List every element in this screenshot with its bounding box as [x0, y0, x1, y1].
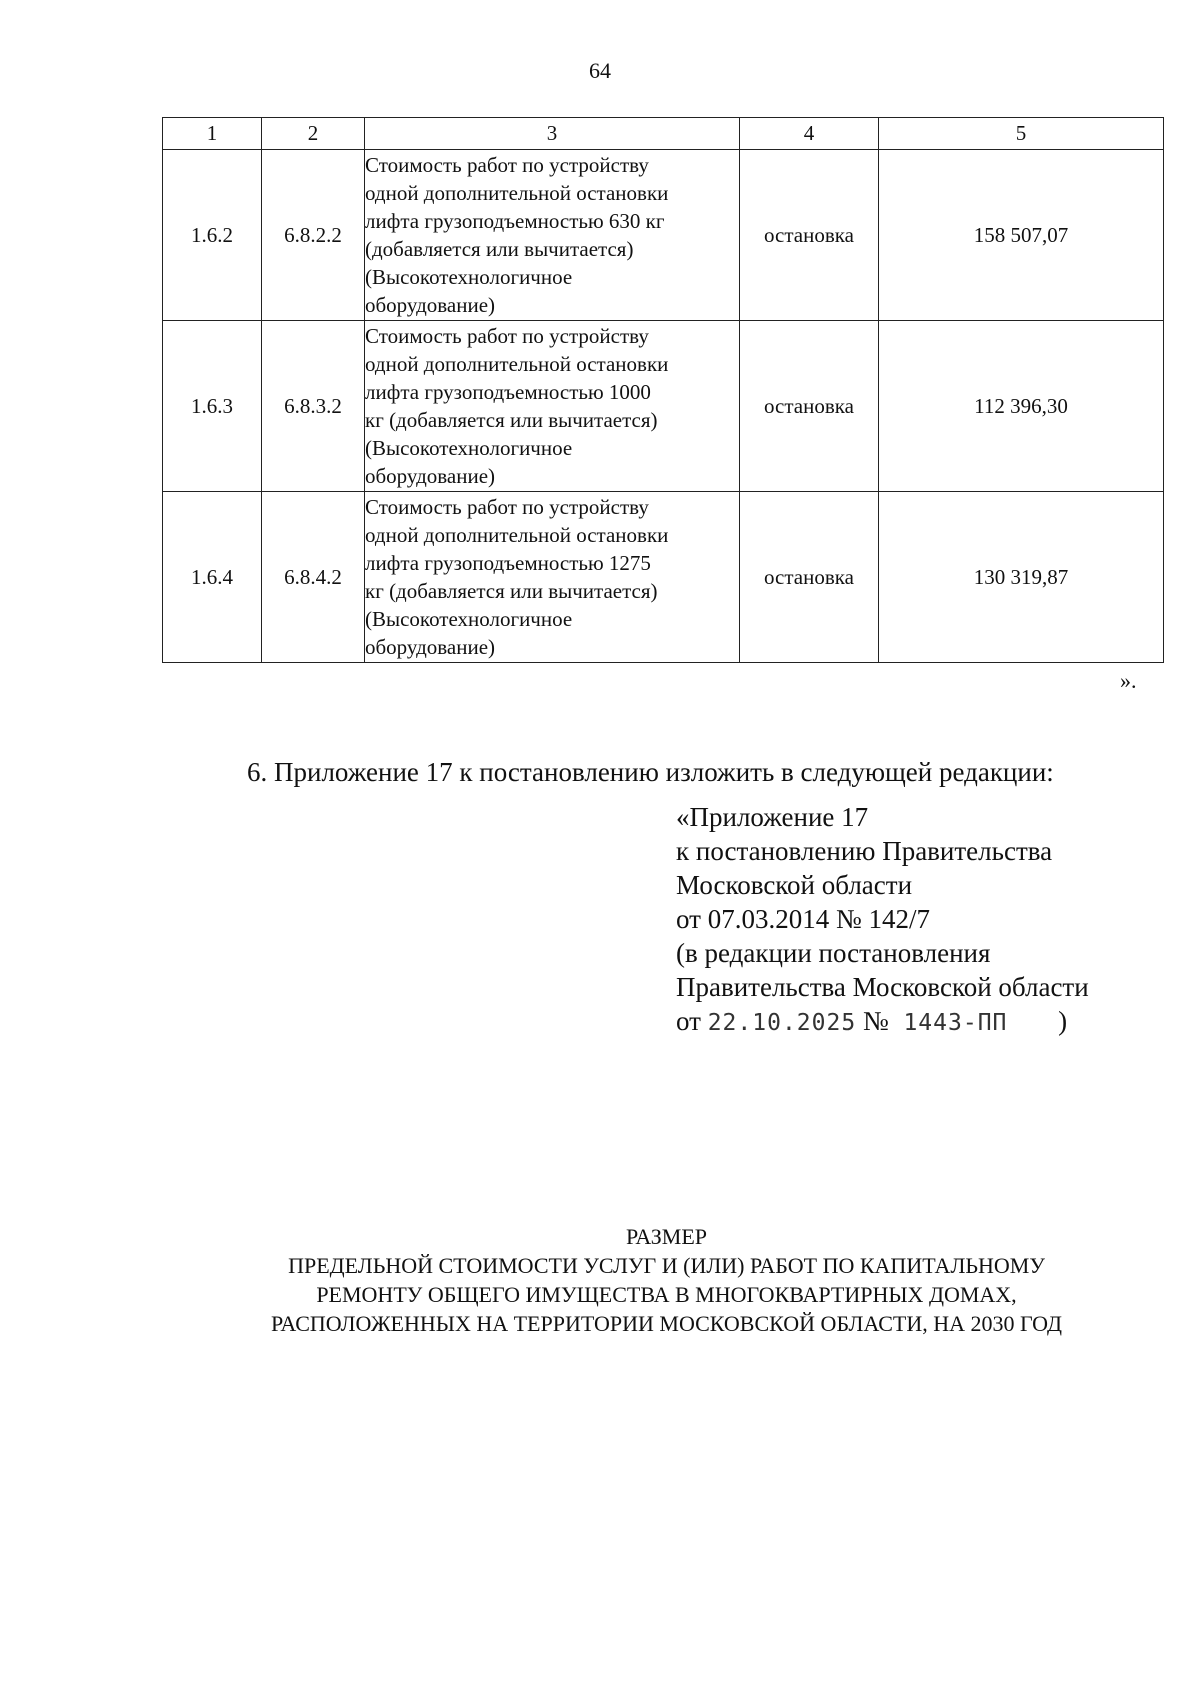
item-number-cell: 1.6.4	[163, 492, 262, 663]
amount-cell: 130 319,87	[879, 492, 1164, 663]
description-line: одной дополнительной остановки	[365, 352, 669, 376]
column-header: 3	[365, 118, 740, 150]
description-cell	[365, 150, 740, 321]
column-header: 2	[262, 118, 365, 150]
closing-quote: ».	[1120, 668, 1137, 693]
description-line: одной дополнительной остановки	[365, 181, 669, 205]
appendix-line: (в редакции постановления	[676, 938, 991, 968]
amount-cell: 112 396,30	[879, 321, 1164, 492]
item-number-cell: 1.6.2	[163, 150, 262, 321]
appendix-date-line	[676, 1004, 1089, 1040]
description-line: (Высокотехнологичное	[365, 265, 573, 289]
appendix-line: Московской области	[676, 870, 913, 900]
description-line: одной дополнительной остановки	[365, 523, 669, 547]
description-line: Стоимость работ по устройству	[365, 495, 649, 519]
appendix-header	[676, 800, 1089, 1040]
description-line: лифта грузоподъемностью 1000	[365, 380, 651, 404]
code-cell: 6.8.4.2	[262, 492, 365, 663]
description-line: оборудование)	[365, 293, 496, 317]
column-header: 4	[740, 118, 879, 150]
appendix-line: Правительства Московской области	[676, 972, 1089, 1002]
cost-table	[162, 117, 1164, 663]
appendix-date-prefix: от	[676, 1006, 701, 1036]
description-cell	[365, 492, 740, 663]
item-number-cell: 1.6.3	[163, 321, 262, 492]
description-line: оборудование)	[365, 464, 496, 488]
code-cell: 6.8.2.2	[262, 150, 365, 321]
description-line: кг (добавляется или вычитается)	[365, 408, 658, 432]
closing-paren: )	[1058, 1006, 1068, 1036]
unit-cell: остановка	[740, 492, 879, 663]
table-row	[163, 321, 1164, 492]
description-line: (Высокотехнологичное	[365, 436, 573, 460]
description-line: (добавляется или вычитается)	[365, 237, 634, 261]
title-line: ПРЕДЕЛЬНОЙ СТОИМОСТИ УСЛУГ И (ИЛИ) РАБОТ ПО КАПИТАЛЬНОМУ	[288, 1253, 1045, 1278]
number-sign: №	[862, 1006, 889, 1036]
table-header-row	[163, 118, 1164, 150]
column-header: 5	[879, 118, 1164, 150]
description-cell	[365, 321, 740, 492]
paragraph-6: 6. Приложение 17 к постановлению изложить в следующей редакции:	[247, 757, 1054, 787]
unit-cell: остановка	[740, 321, 879, 492]
appendix-line: к постановлению Правительства	[676, 836, 1053, 866]
description-line: кг (добавляется или вычитается)	[365, 579, 658, 603]
title-line: РАСПОЛОЖЕННЫХ НА ТЕРРИТОРИИ МОСКОВСКОЙ ОБЛАСТИ, НА 2030 ГОД	[271, 1311, 1062, 1336]
description-line: (Высокотехнологичное	[365, 607, 573, 631]
document-title	[0, 1222, 1200, 1338]
column-header: 1	[163, 118, 262, 150]
page-number: 64	[589, 58, 611, 83]
appendix-line: «Приложение 17	[676, 802, 869, 832]
description-line: оборудование)	[365, 635, 496, 659]
description-line: лифта грузоподъемностью 630 кг	[365, 209, 665, 233]
code-cell: 6.8.3.2	[262, 321, 365, 492]
appendix-line: от 07.03.2014 № 142/7	[676, 904, 930, 934]
title-line: РЕМОНТУ ОБЩЕГО ИМУЩЕСТВА В МНОГОКВАРТИРНЫХ ДОМАХ,	[316, 1282, 1017, 1307]
title-line: РАЗМЕР	[625, 1224, 708, 1249]
description-line: Стоимость работ по устройству	[365, 324, 649, 348]
table-row	[163, 150, 1164, 321]
stamped-number: 1443-ПП	[903, 1010, 1008, 1036]
stamped-date: 22.10.2025	[707, 1010, 857, 1036]
table-row	[163, 492, 1164, 663]
amount-cell: 158 507,07	[879, 150, 1164, 321]
unit-cell: остановка	[740, 150, 879, 321]
description-line: лифта грузоподъемностью 1275	[365, 551, 651, 575]
description-line: Стоимость работ по устройству	[365, 153, 649, 177]
